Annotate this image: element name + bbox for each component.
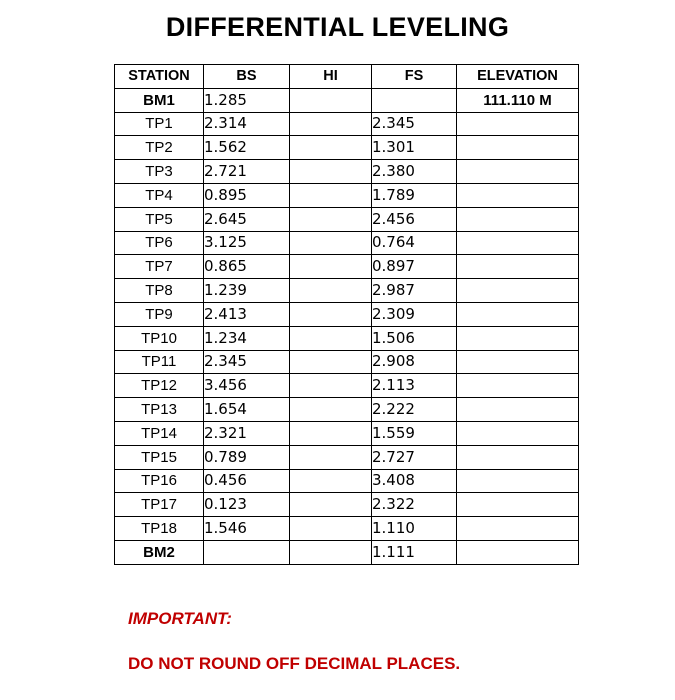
cell-bs: 3.125 [204, 231, 290, 255]
cell-station: TP12 [115, 374, 204, 398]
cell-fs: 2.113 [372, 374, 457, 398]
table-row [115, 88, 579, 112]
cell-fs: 2.322 [372, 493, 457, 517]
cell-bs: 2.645 [204, 207, 290, 231]
cell-fs [372, 88, 457, 112]
table-row [115, 207, 579, 231]
table-row [115, 136, 579, 160]
cell-hi [290, 207, 372, 231]
cell-elevation [457, 517, 579, 541]
cell-elevation [457, 279, 579, 303]
cell-fs: 2.345 [372, 112, 457, 136]
table-row [115, 445, 579, 469]
cell-hi [290, 374, 372, 398]
cell-fs: 2.309 [372, 302, 457, 326]
cell-bs: 2.413 [204, 302, 290, 326]
cell-fs: 2.987 [372, 279, 457, 303]
table-row [115, 398, 579, 422]
cell-station: TP5 [115, 207, 204, 231]
cell-bs: 0.895 [204, 183, 290, 207]
cell-bs: 1.654 [204, 398, 290, 422]
table-row [115, 326, 579, 350]
cell-elevation [457, 112, 579, 136]
cell-fs: 2.380 [372, 160, 457, 184]
cell-fs: 0.897 [372, 255, 457, 279]
cell-fs: 2.727 [372, 445, 457, 469]
table-row [115, 183, 579, 207]
table-row [115, 231, 579, 255]
cell-bs: 0.789 [204, 445, 290, 469]
table-body [115, 88, 579, 564]
cell-bs: 0.123 [204, 493, 290, 517]
cell-fs: 2.456 [372, 207, 457, 231]
cell-bs: 2.721 [204, 160, 290, 184]
cell-elevation: 111.110 M [457, 88, 579, 112]
table-row [115, 421, 579, 445]
cell-elevation [457, 350, 579, 374]
table-row [115, 493, 579, 517]
cell-hi [290, 469, 372, 493]
table-row [115, 302, 579, 326]
cell-station: TP16 [115, 469, 204, 493]
cell-elevation [457, 183, 579, 207]
table-row [115, 374, 579, 398]
header-station: STATION [115, 65, 204, 89]
cell-station: TP1 [115, 112, 204, 136]
cell-station: TP15 [115, 445, 204, 469]
cell-elevation [457, 421, 579, 445]
table-row [115, 540, 579, 564]
cell-station: TP18 [115, 517, 204, 541]
cell-hi [290, 160, 372, 184]
table-row [115, 279, 579, 303]
cell-bs: 1.234 [204, 326, 290, 350]
cell-bs: 1.285 [204, 88, 290, 112]
cell-elevation [457, 445, 579, 469]
cell-hi [290, 302, 372, 326]
cell-hi [290, 231, 372, 255]
cell-elevation [457, 255, 579, 279]
cell-hi [290, 517, 372, 541]
page-title: DIFFERENTIAL LEVELING [165, 12, 510, 42]
cell-elevation [457, 302, 579, 326]
cell-fs: 1.110 [372, 517, 457, 541]
rounding-instruction: DO NOT ROUND OFF DECIMAL PLACES. [128, 654, 461, 673]
cell-station: TP3 [115, 160, 204, 184]
cell-bs: 3.456 [204, 374, 290, 398]
cell-bs: 2.321 [204, 421, 290, 445]
cell-elevation [457, 231, 579, 255]
leveling-table [114, 64, 579, 565]
table-header-row [115, 65, 579, 89]
table-row [115, 350, 579, 374]
cell-bs: 1.546 [204, 517, 290, 541]
cell-station: TP14 [115, 421, 204, 445]
cell-bs: 2.345 [204, 350, 290, 374]
cell-station: TP6 [115, 231, 204, 255]
cell-elevation [457, 160, 579, 184]
table-row [115, 160, 579, 184]
cell-station: TP9 [115, 302, 204, 326]
header-fs: FS [372, 65, 457, 89]
cell-station: TP7 [115, 255, 204, 279]
cell-station: TP13 [115, 398, 204, 422]
cell-hi [290, 445, 372, 469]
cell-fs: 1.789 [372, 183, 457, 207]
cell-station: TP10 [115, 326, 204, 350]
cell-elevation [457, 398, 579, 422]
cell-hi [290, 493, 372, 517]
table-row [115, 469, 579, 493]
cell-fs: 2.908 [372, 350, 457, 374]
cell-hi [290, 112, 372, 136]
cell-station: BM1 [115, 88, 204, 112]
important-label: IMPORTANT: [128, 609, 232, 628]
cell-elevation [457, 493, 579, 517]
cell-elevation [457, 374, 579, 398]
cell-elevation [457, 136, 579, 160]
cell-hi [290, 183, 372, 207]
cell-station: TP8 [115, 279, 204, 303]
cell-hi [290, 326, 372, 350]
cell-fs: 1.111 [372, 540, 457, 564]
table-row [115, 255, 579, 279]
cell-station: TP17 [115, 493, 204, 517]
cell-elevation [457, 469, 579, 493]
cell-hi [290, 88, 372, 112]
header-bs: BS [204, 65, 290, 89]
cell-fs: 1.559 [372, 421, 457, 445]
cell-bs: 1.239 [204, 279, 290, 303]
cell-hi [290, 255, 372, 279]
cell-hi [290, 398, 372, 422]
cell-bs: 1.562 [204, 136, 290, 160]
cell-station: TP11 [115, 350, 204, 374]
header-elevation: ELEVATION [457, 65, 579, 89]
cell-elevation [457, 207, 579, 231]
table-row [115, 517, 579, 541]
cell-bs [204, 540, 290, 564]
cell-bs: 0.865 [204, 255, 290, 279]
cell-fs: 1.301 [372, 136, 457, 160]
cell-bs: 0.456 [204, 469, 290, 493]
cell-elevation [457, 326, 579, 350]
cell-fs: 1.506 [372, 326, 457, 350]
cell-station: BM2 [115, 540, 204, 564]
cell-fs: 3.408 [372, 469, 457, 493]
cell-hi [290, 279, 372, 303]
table-row [115, 112, 579, 136]
cell-hi [290, 421, 372, 445]
cell-station: TP4 [115, 183, 204, 207]
cell-fs: 2.222 [372, 398, 457, 422]
cell-hi [290, 350, 372, 374]
cell-station: TP2 [115, 136, 204, 160]
cell-fs: 0.764 [372, 231, 457, 255]
cell-elevation [457, 540, 579, 564]
cell-hi [290, 540, 372, 564]
header-hi: HI [290, 65, 372, 89]
cell-hi [290, 136, 372, 160]
cell-bs: 2.314 [204, 112, 290, 136]
